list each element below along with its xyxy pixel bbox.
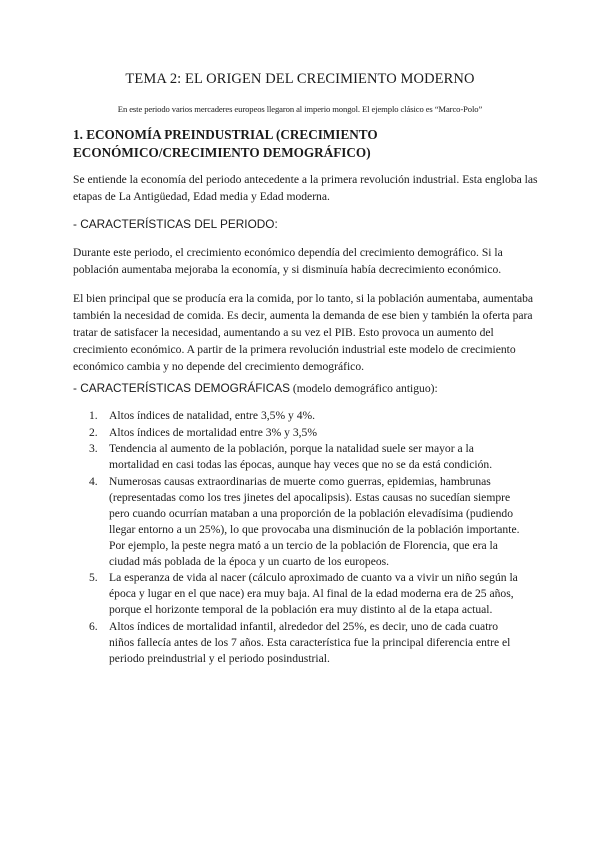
- list-item-number: 5.: [89, 571, 98, 584]
- demographic-heading: [73, 380, 543, 397]
- list-item: [73, 619, 523, 667]
- characteristics-paragraph-1: Durante este periodo, el crecimiento económico dependía del crecimiento demográfico. Si la población aumentaba mejoraba la economía, y si disminuía había decrecimiento económico.: [73, 246, 503, 276]
- list-item-number: 2.: [89, 425, 98, 439]
- list-item-number: 3.: [89, 442, 98, 455]
- list-item: [73, 474, 523, 570]
- list-item-text: Altos índices de natalidad, entre 3,5% y 4%.: [109, 409, 316, 422]
- list-item-number: 4.: [89, 474, 98, 488]
- demographic-heading-label: - CARACTERÍSTICAS DEMOGRÁFICAS: [73, 381, 290, 395]
- subtitle-note: En este periodo varios mercaderes europeos llegaron al imperio mongol. El ejemplo clásico es “Marco-Polo”: [117, 104, 483, 114]
- list-item: [73, 425, 523, 441]
- list-item-number: 1.: [89, 409, 98, 422]
- list-item: [73, 570, 523, 618]
- list-item-text: La esperanza de vida al nacer (cálculo aproximado de cuanto va a vivir un niño según la época y lugar en el que nace) era muy baja. Al final de la edad moderna era de 25 años, porque el horizonte temporal de la población era muy distinto al de la etapa actual.: [109, 571, 518, 616]
- demographic-heading-note: (modelo demográfico antiguo):: [289, 382, 438, 395]
- list-item-text: Numerosas causas extraordinarias de muerte como guerras, epidemias, hambrunas (representadas como los tres jinetes del apocalipsis). Estas causas no sucedían siempre pero cuando ocurrían mataban a una proporción de la población elevadísima (pudiendo llegar entorno a un 25%), lo que provocaba una disminución de la población importante. Por ejemplo, la peste negra mató a un tercio de la población de Florencia, que era la ciudad más poblada de la época y un cuarto de los europeos.: [109, 474, 520, 568]
- list-item-number: 6.: [89, 619, 98, 633]
- characteristics-heading: - CARACTERÍSTICAS DEL PERIODO:: [73, 217, 278, 231]
- list-item: [73, 408, 523, 424]
- section-heading-economia-preindustrial: 1. ECONOMÍA PREINDUSTRIAL (CRECIMIENTO ECONÓMICO/CRECIMIENTO DEMOGRÁFICO): [73, 127, 378, 160]
- list-item: [73, 441, 523, 473]
- demographic-list: [73, 408, 523, 667]
- page-title: TEMA 2: EL ORIGEN DEL CRECIMIENTO MODERNO: [125, 71, 475, 87]
- list-item-text: Tendencia al aumento de la población, porque la natalidad suele ser mayor a la mortalidad en casi todas las épocas, aunque hay veces que no se da está condición.: [109, 442, 493, 471]
- list-item-text: Altos índices de mortalidad entre 3% y 3,5%: [109, 425, 317, 439]
- list-item-text: Altos índices de mortalidad infantil, alrededor del 25%, es decir, uno de cada cuatro niños fallecía antes de los 7 años. Esta característica fue la principal diferencia entre el periodo preindustrial y el periodo posindustrial.: [109, 619, 511, 665]
- intro-paragraph: Se entiende la economía del periodo antecedente a la primera revolución industrial. Esta engloba las etapas de La Antigüedad, Edad media y Edad moderna.: [73, 173, 538, 203]
- characteristics-paragraph-2: El bien principal que se producía era la comida, por lo tanto, si la población aumentaba, aumentaba también la necesidad de comida. Es decir, aumenta la demanda de ese bien y también la oferta para tratar de satisfacer la necesidad, aumentando a su vez el PIB. Esto provoca un aumento del crecimiento económico. A partir de la primera revolución industrial este modelo de crecimiento económico cambia y no depende del crecimiento demográfico.: [73, 292, 534, 373]
